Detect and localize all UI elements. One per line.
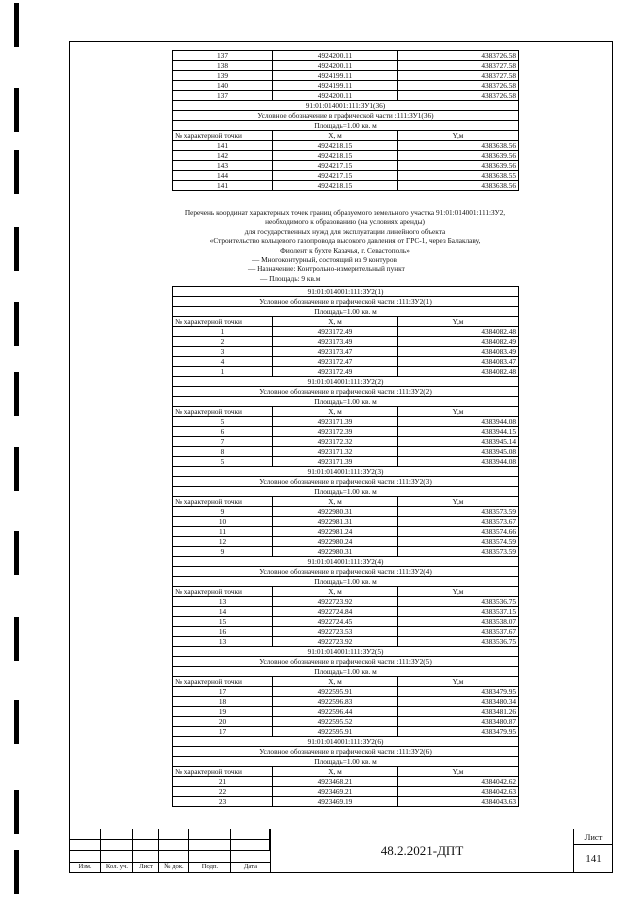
x-coordinate: 4923468.21 xyxy=(273,777,398,787)
y-coordinate: 4383481.26 xyxy=(398,707,519,717)
y-coordinate: 4383574.59 xyxy=(398,537,519,547)
table-row xyxy=(173,687,519,697)
point-number: 141 xyxy=(173,181,273,191)
y-coordinate: 4383573.59 xyxy=(398,547,519,557)
document-code: 48.2.2021-ДПТ xyxy=(270,829,574,873)
stamp-cell xyxy=(133,840,159,851)
x-coordinate: 4923172.39 xyxy=(273,427,398,437)
table-row xyxy=(173,537,519,547)
table-header-row xyxy=(173,407,519,417)
section-designation: Условное обозначение в графической части :111:ЗУ2(3) xyxy=(173,477,519,487)
x-coordinate: 4923171.32 xyxy=(273,447,398,457)
column-header-point: № характерной точки xyxy=(173,131,273,141)
column-header-x: X, м xyxy=(273,407,398,417)
coordinates-list-intro xyxy=(130,208,560,283)
section-caption-row xyxy=(173,647,519,657)
column-header-y: Y,м xyxy=(398,131,519,141)
section-caption-row xyxy=(173,111,519,121)
y-coordinate: 4383726.58 xyxy=(398,81,519,91)
column-header-point: № характерной точки xyxy=(173,677,273,687)
point-number: 18 xyxy=(173,697,273,707)
column-header-x: X, м xyxy=(273,767,398,777)
table-row xyxy=(173,337,519,347)
x-coordinate: 4923172.49 xyxy=(273,367,398,377)
table-row xyxy=(173,697,519,707)
x-coordinate: 4922980.31 xyxy=(273,507,398,517)
intro-bullet-area: — Площадь: 9 кв.м xyxy=(260,273,321,283)
section-caption-row xyxy=(173,737,519,747)
table-row xyxy=(173,71,519,81)
column-header-x: X, м xyxy=(273,497,398,507)
table-body-continuation xyxy=(173,51,519,101)
table-header-row xyxy=(173,131,519,141)
stamp-cell xyxy=(69,829,101,840)
point-number: 8 xyxy=(173,447,273,457)
y-coordinate: 4383638.56 xyxy=(398,141,519,151)
point-number: 137 xyxy=(173,91,273,101)
table-row xyxy=(173,367,519,377)
y-coordinate: 4383574.66 xyxy=(398,527,519,537)
point-number: 13 xyxy=(173,637,273,647)
section-code: 91:01:014001:111:ЗУ2(5) xyxy=(173,647,519,657)
table-row xyxy=(173,91,519,101)
table-row xyxy=(173,81,519,91)
table-header-row xyxy=(173,677,519,687)
stamp-label-sheet: Лист xyxy=(139,863,153,870)
x-coordinate: 4923172.32 xyxy=(273,437,398,447)
section-caption-row xyxy=(173,477,519,487)
section-caption-row xyxy=(173,577,519,587)
binding-mark xyxy=(14,3,19,47)
table-row xyxy=(173,427,519,437)
table-header-row xyxy=(173,587,519,597)
y-coordinate: 4383638.55 xyxy=(398,171,519,181)
intro-bullet-contours: — Многоконтурный, состоящий из 9 контуров xyxy=(252,255,397,265)
section-caption-row xyxy=(173,567,519,577)
table-row xyxy=(173,727,519,737)
table-row xyxy=(173,347,519,357)
binding-mark xyxy=(14,302,19,346)
binding-mark xyxy=(14,790,19,834)
y-coordinate: 4384042.62 xyxy=(398,777,519,787)
point-number: 9 xyxy=(173,547,273,557)
column-header-x: X, м xyxy=(273,131,398,141)
table-row xyxy=(173,517,519,527)
binding-mark xyxy=(14,88,19,132)
section-caption-row xyxy=(173,101,519,111)
table-header-row xyxy=(173,317,519,327)
stamp-cell xyxy=(101,840,133,851)
x-coordinate: 4923469.21 xyxy=(273,787,398,797)
table-row xyxy=(173,181,519,191)
x-coordinate: 4922596.83 xyxy=(273,697,398,707)
point-number: 137 xyxy=(173,51,273,61)
point-number: 4 xyxy=(173,357,273,367)
table-row xyxy=(173,797,519,807)
y-coordinate: 4383945.14 xyxy=(398,437,519,447)
y-coordinate: 4383538.07 xyxy=(398,617,519,627)
intro-line-5: Фиолент к бухте Казачья, г. Севастополь» xyxy=(280,245,410,255)
binding-mark xyxy=(14,447,19,491)
point-number: 23 xyxy=(173,797,273,807)
x-coordinate: 4922724.45 xyxy=(273,617,398,627)
x-coordinate: 4923172.49 xyxy=(273,327,398,337)
intro-bullet-purpose: — Назначение: Контрольно-измерительный пункт xyxy=(248,264,405,274)
stamp-cell xyxy=(231,840,270,851)
binding-mark xyxy=(14,617,19,661)
point-number: 143 xyxy=(173,161,273,171)
column-header-y: Y,м xyxy=(398,677,519,687)
point-number: 144 xyxy=(173,171,273,181)
stamp-label-count: Кол. уч. xyxy=(105,863,129,870)
y-coordinate: 4383479.95 xyxy=(398,727,519,737)
y-coordinate: 4383944.15 xyxy=(398,427,519,437)
x-coordinate: 4923173.47 xyxy=(273,347,398,357)
y-coordinate: 4384082.49 xyxy=(398,337,519,347)
point-number: 9 xyxy=(173,507,273,517)
intro-line-2: необходимого к образованию (на условиях аренды) xyxy=(265,217,425,227)
point-number: 10 xyxy=(173,517,273,527)
y-coordinate: 4383536.75 xyxy=(398,637,519,647)
y-coordinate: 4383944.08 xyxy=(398,417,519,427)
table-row xyxy=(173,607,519,617)
section-caption-row xyxy=(173,747,519,757)
y-coordinate: 4383945.08 xyxy=(398,447,519,457)
x-coordinate: 4922723.92 xyxy=(273,597,398,607)
x-coordinate: 4922980.31 xyxy=(273,547,398,557)
column-header-y: Y,м xyxy=(398,587,519,597)
section-caption-row xyxy=(173,667,519,677)
table-row xyxy=(173,637,519,647)
point-number: 1 xyxy=(173,367,273,377)
binding-mark xyxy=(14,700,19,744)
section-area: Площадь=1.00 кв. м xyxy=(173,121,519,131)
x-coordinate: 4924200.11 xyxy=(273,51,398,61)
x-coordinate: 4924218.15 xyxy=(273,181,398,191)
y-coordinate: 4383639.56 xyxy=(398,161,519,171)
column-header-y: Y,м xyxy=(398,407,519,417)
binding-mark xyxy=(14,850,19,894)
x-coordinate: 4922595.91 xyxy=(273,687,398,697)
point-number: 21 xyxy=(173,777,273,787)
column-header-point: № характерной точки xyxy=(173,317,273,327)
point-number: 14 xyxy=(173,607,273,617)
stamp-label-date: Дата xyxy=(243,863,258,870)
section-area: Площадь=1.00 кв. м xyxy=(173,757,519,767)
table-section-zu1-36 xyxy=(173,101,519,191)
x-coordinate: 4922723.92 xyxy=(273,637,398,647)
y-coordinate: 4383573.59 xyxy=(398,507,519,517)
section-designation: Условное обозначение в графической части :111:ЗУ2(1) xyxy=(173,297,519,307)
section-caption-row xyxy=(173,387,519,397)
x-coordinate: 4923171.39 xyxy=(273,417,398,427)
point-number: 140 xyxy=(173,81,273,91)
column-header-y: Y,м xyxy=(398,767,519,777)
table-row xyxy=(173,457,519,467)
intro-line-4: «Строительство кольцевого газопровода высокого давления от ГРС-1, через Балаклаву, xyxy=(209,236,481,246)
y-coordinate: 4383573.67 xyxy=(398,517,519,527)
point-number: 138 xyxy=(173,61,273,71)
section-area: Площадь=1.00 кв. м xyxy=(173,487,519,497)
stamp-label-doc-number: № док. xyxy=(164,863,184,870)
x-coordinate: 4924200.11 xyxy=(273,61,398,71)
point-number: 19 xyxy=(173,707,273,717)
point-number: 15 xyxy=(173,617,273,627)
point-number: 3 xyxy=(173,347,273,357)
y-coordinate: 4383726.58 xyxy=(398,91,519,101)
table-row xyxy=(173,447,519,457)
x-coordinate: 4924217.15 xyxy=(273,171,398,181)
table-row xyxy=(173,417,519,427)
table-row xyxy=(173,437,519,447)
section-code: 91:01:014001:111:ЗУ2(4) xyxy=(173,557,519,567)
y-coordinate: 4384082.48 xyxy=(398,327,519,337)
y-coordinate: 4383727.58 xyxy=(398,61,519,71)
section-designation: Условное обозначение в графической части :111:ЗУ2(5) xyxy=(173,657,519,667)
x-coordinate: 4922723.53 xyxy=(273,627,398,637)
binding-mark xyxy=(14,531,19,575)
section-caption-row xyxy=(173,757,519,767)
point-number: 6 xyxy=(173,427,273,437)
y-coordinate: 4383638.56 xyxy=(398,181,519,191)
table-row xyxy=(173,777,519,787)
table-row xyxy=(173,707,519,717)
y-coordinate: 4383727.58 xyxy=(398,71,519,81)
section-caption-row xyxy=(173,307,519,317)
table-row xyxy=(173,717,519,727)
stamp-cell xyxy=(69,840,101,851)
intro-line-1: Перечень координат характерных точек границ образуемого земельного участка 91:01:014001:111:ЗУ2, xyxy=(184,208,506,217)
x-coordinate: 4924200.11 xyxy=(273,91,398,101)
section-code: 91:01:014001:111:ЗУ1(36) xyxy=(173,101,519,111)
stamp-cell xyxy=(189,829,231,840)
point-number: 12 xyxy=(173,537,273,547)
section-area: Площадь=1.00 кв. м xyxy=(173,307,519,317)
stamp-cell xyxy=(101,829,133,840)
table-header-row xyxy=(173,497,519,507)
column-header-y: Y,м xyxy=(398,497,519,507)
point-number: 11 xyxy=(173,527,273,537)
table-row xyxy=(173,507,519,517)
table-row xyxy=(173,527,519,537)
table-row xyxy=(173,547,519,557)
section-caption-row xyxy=(173,657,519,667)
stamp-cell xyxy=(231,829,270,840)
column-header-point: № характерной точки xyxy=(173,497,273,507)
intro-line-3: для государственных нужд для эксплуатации линейного объекта xyxy=(244,226,446,236)
table-row xyxy=(173,357,519,367)
table-row xyxy=(173,51,519,61)
x-coordinate: 4922980.24 xyxy=(273,537,398,547)
y-coordinate: 4383537.67 xyxy=(398,627,519,637)
y-coordinate: 4384043.63 xyxy=(398,797,519,807)
section-caption-row xyxy=(173,557,519,567)
point-number: 5 xyxy=(173,457,273,467)
section-caption-row xyxy=(173,377,519,387)
table-row xyxy=(173,161,519,171)
table-row xyxy=(173,141,519,151)
column-header-y: Y,м xyxy=(398,317,519,327)
x-coordinate: 4924218.15 xyxy=(273,151,398,161)
section-caption-row xyxy=(173,121,519,131)
y-coordinate: 4383536.75 xyxy=(398,597,519,607)
section-caption-row xyxy=(173,397,519,407)
section-caption-row xyxy=(173,487,519,497)
y-coordinate: 4383944.08 xyxy=(398,457,519,467)
sheet-label: Лист xyxy=(574,829,613,845)
x-coordinate: 4922981.31 xyxy=(273,517,398,527)
column-header-x: X, м xyxy=(273,587,398,597)
section-area: Площадь=1.00 кв. м xyxy=(173,577,519,587)
point-number: 141 xyxy=(173,141,273,151)
section-designation: Условное обозначение в графической части :111:ЗУ2(4) xyxy=(173,567,519,577)
table-body-zu2 xyxy=(173,287,519,807)
section-code: 91:01:014001:111:ЗУ2(3) xyxy=(173,467,519,477)
y-coordinate: 4384042.63 xyxy=(398,787,519,797)
section-code: 91:01:014001:111:ЗУ2(1) xyxy=(173,287,519,297)
x-coordinate: 4922981.24 xyxy=(273,527,398,537)
section-code: 91:01:014001:111:ЗУ2(6) xyxy=(173,737,519,747)
binding-mark xyxy=(14,227,19,271)
x-coordinate: 4922596.44 xyxy=(273,707,398,717)
stamp-cell xyxy=(159,840,189,851)
column-header-point: № характерной точки xyxy=(173,587,273,597)
point-number: 5 xyxy=(173,417,273,427)
x-coordinate: 4924199.11 xyxy=(273,81,398,91)
point-number: 22 xyxy=(173,787,273,797)
point-number: 13 xyxy=(173,597,273,607)
table-row xyxy=(173,627,519,637)
column-header-x: X, м xyxy=(273,317,398,327)
table-row xyxy=(173,787,519,797)
stamp-cell xyxy=(159,829,189,840)
stamp-label-signature: Подп. xyxy=(201,863,219,870)
table-header-row xyxy=(173,767,519,777)
section-designation: Условное обозначение в графической части :111:ЗУ1(36) xyxy=(173,111,519,121)
coordinates-table-continuation xyxy=(172,50,519,191)
x-coordinate: 4922595.91 xyxy=(273,727,398,737)
section-caption-row xyxy=(173,467,519,477)
table-row xyxy=(173,61,519,71)
stamp-label-change: Изм. xyxy=(78,863,92,870)
y-coordinate: 4383537.15 xyxy=(398,607,519,617)
y-coordinate: 4383480.34 xyxy=(398,697,519,707)
point-number: 17 xyxy=(173,727,273,737)
point-number: 142 xyxy=(173,151,273,161)
table-row xyxy=(173,151,519,161)
point-number: 139 xyxy=(173,71,273,81)
x-coordinate: 4924217.15 xyxy=(273,161,398,171)
column-header-point: № характерной точки xyxy=(173,407,273,417)
table-row xyxy=(173,617,519,627)
sheet-number: 141 xyxy=(585,853,602,865)
x-coordinate: 4923172.47 xyxy=(273,357,398,367)
section-caption-row xyxy=(173,297,519,307)
y-coordinate: 4383480.87 xyxy=(398,717,519,727)
x-coordinate: 4923469.19 xyxy=(273,797,398,807)
x-coordinate: 4923171.39 xyxy=(273,457,398,467)
x-coordinate: 4924199.11 xyxy=(273,71,398,81)
point-number: 2 xyxy=(173,337,273,347)
binding-mark xyxy=(14,150,19,194)
y-coordinate: 4384083.49 xyxy=(398,347,519,357)
coordinates-table-zu2 xyxy=(172,286,519,807)
y-coordinate: 4383479.95 xyxy=(398,687,519,697)
section-caption-row xyxy=(173,287,519,297)
table-row xyxy=(173,327,519,337)
table-row xyxy=(173,171,519,181)
point-number: 16 xyxy=(173,627,273,637)
point-number: 7 xyxy=(173,437,273,447)
y-coordinate: 4383639.56 xyxy=(398,151,519,161)
section-code: 91:01:014001:111:ЗУ2(2) xyxy=(173,377,519,387)
section-designation: Условное обозначение в графической части :111:ЗУ2(2) xyxy=(173,387,519,397)
column-header-x: X, м xyxy=(273,677,398,687)
y-coordinate: 4384082.48 xyxy=(398,367,519,377)
section-area: Площадь=1.00 кв. м xyxy=(173,667,519,677)
x-coordinate: 4923173.49 xyxy=(273,337,398,347)
y-coordinate: 4383726.58 xyxy=(398,51,519,61)
x-coordinate: 4922595.52 xyxy=(273,717,398,727)
x-coordinate: 4924218.15 xyxy=(273,141,398,151)
column-header-point: № характерной точки xyxy=(173,767,273,777)
stamp-cell xyxy=(189,840,231,851)
point-number: 20 xyxy=(173,717,273,727)
section-designation: Условное обозначение в графической части :111:ЗУ2(6) xyxy=(173,747,519,757)
binding-mark xyxy=(14,372,19,416)
section-area: Площадь=1.00 кв. м xyxy=(173,397,519,407)
y-coordinate: 4384083.47 xyxy=(398,357,519,367)
stamp-cell xyxy=(133,829,159,840)
point-number: 1 xyxy=(173,327,273,337)
table-row xyxy=(173,597,519,607)
point-number: 17 xyxy=(173,687,273,697)
x-coordinate: 4922724.84 xyxy=(273,607,398,617)
